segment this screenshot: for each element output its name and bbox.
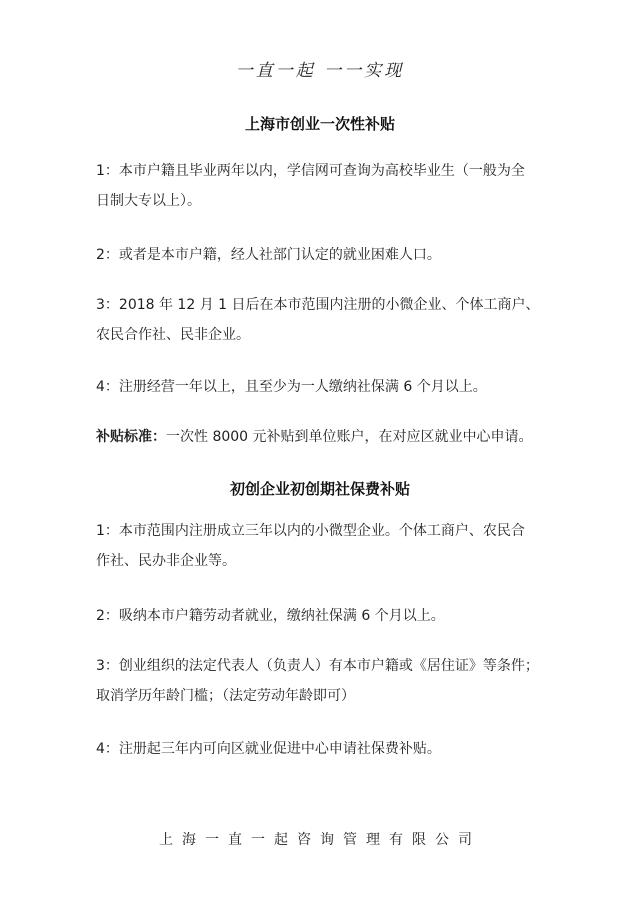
text-line: 2：吸纳本市户籍劳动者就业，缴纳社保满 6 个月以上。 (96, 608, 445, 624)
section2-item-1 (96, 516, 548, 576)
section1-item-4 (96, 372, 548, 402)
section1-item-3 (96, 290, 548, 350)
section-title-social-insurance-subsidy: 初创企业初创期社保费补贴 (229, 480, 410, 498)
slogan: 一直一起 一一实现 (235, 61, 405, 81)
section1-item-2 (96, 240, 548, 270)
text-line: 日制大专以上）。 (96, 193, 201, 209)
text-line: 2：或者是本市户籍，经人社部门认定的就业困难人口。 (96, 247, 441, 263)
text-line: 取消学历年龄门槛；（法定劳动年龄即可） (96, 688, 355, 704)
text-line: 3：创业组织的法定代表人（负责人）有本市户籍或《居住证》等条件； (96, 658, 539, 674)
section2-item-3 (96, 651, 548, 711)
text-line: 4：注册起三年内可向区就业促进中心申请社保费补贴。 (96, 741, 441, 757)
section-title-startup-subsidy: 上海市创业一次性补贴 (244, 115, 395, 133)
text-line: 1：本市户籍且毕业两年以内，学信网可查询为高校毕业生（一般为全 (96, 163, 525, 179)
subsidy-standard (96, 422, 548, 452)
footer-company-name: 上海一直一起咨询管理有限公司 (159, 832, 481, 848)
text-line: 4：注册经营一年以上，且至少为一人缴纳社保满 6 个月以上。 (96, 379, 487, 395)
section2-item-2 (96, 601, 548, 631)
section1-item-1 (96, 156, 548, 216)
text-line: 1：本市范围内注册成立三年以内的小微型企业。个体工商户、农民合 (96, 523, 525, 539)
subsidy-standard-label: 补贴标准： (96, 429, 166, 445)
section2-item-4 (96, 734, 548, 764)
text-line: 农民合作社、民非企业。 (96, 327, 250, 343)
subsidy-standard-text: 一次性 8000 元补贴到单位账户，在对应区就业中心申请。 (166, 429, 533, 445)
text-line: 作社、民办非企业等。 (96, 553, 236, 569)
text-line: 3：2018 年 12 月 1 日后在本市范围内注册的小微企业、个体工商户、 (96, 297, 540, 313)
